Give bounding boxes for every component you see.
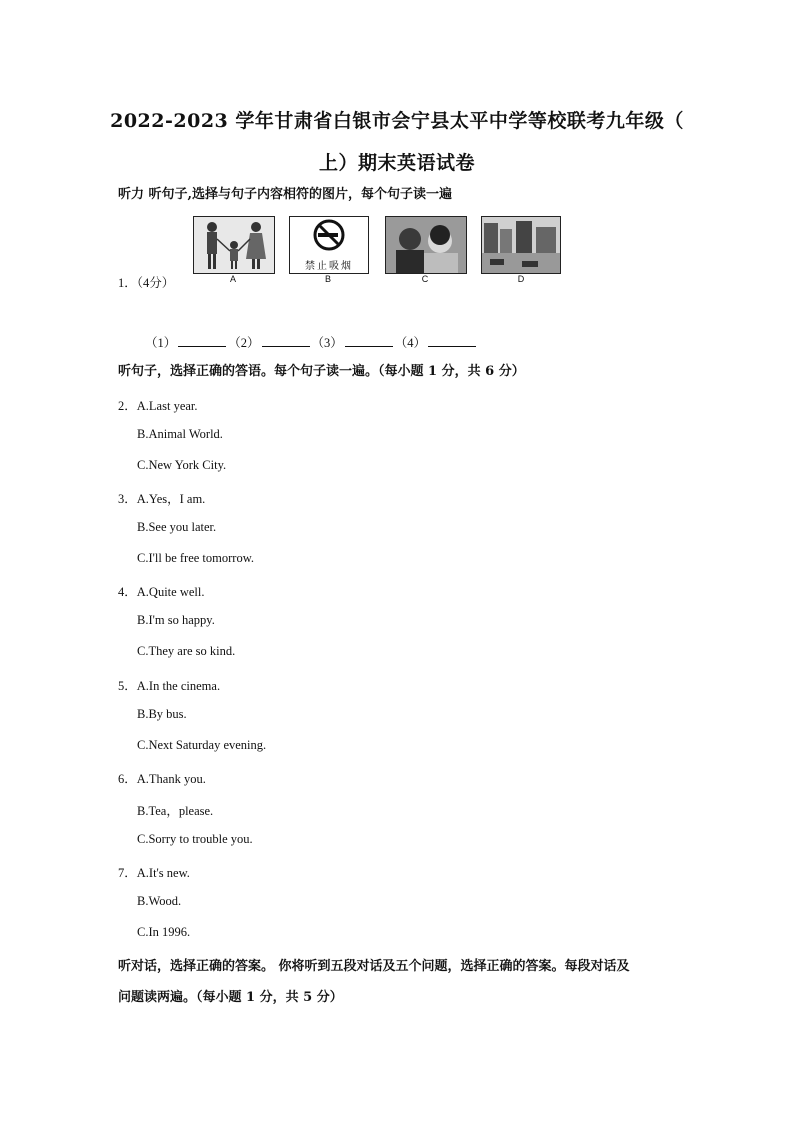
section-listening-dialogues-line1: 听对话，选择正确的答案。 你将听到五段对话及五个问题，选择正确的答案。每段对话及 — [118, 959, 630, 974]
blank-label: （1） — [145, 336, 177, 350]
option-b: B.Animal World. — [137, 427, 223, 441]
section-listening-dialogues-line2: 问题读两遍。（每小题 1 分，共 5 分） — [118, 990, 343, 1005]
question-1-label: 1．（4分） — [118, 276, 175, 290]
picture-label: C — [421, 274, 429, 284]
answer-blank[interactable] — [345, 334, 393, 347]
people-photo-icon — [385, 216, 467, 274]
picture-label: B — [324, 274, 331, 284]
option-c: C.They are so kind. — [137, 644, 236, 658]
option-b: B.I'm so happy. — [137, 613, 215, 627]
blank-label: （4） — [394, 336, 427, 350]
blank-label: （3） — [311, 336, 343, 350]
option-a: A.Yes，I am. — [136, 492, 206, 506]
option-b: B.Wood. — [137, 894, 182, 908]
option-a: A.Last year. — [136, 399, 198, 413]
picture-label: A — [229, 274, 236, 284]
question-1-blanks — [145, 333, 478, 351]
city-street-icon — [481, 216, 561, 274]
answer-blank[interactable] — [428, 334, 476, 347]
option-b: B.See you later. — [137, 520, 217, 534]
option-a: A.In the cinema. — [136, 679, 221, 693]
family-walking-icon — [193, 216, 275, 274]
option-c: C.In 1996. — [137, 925, 191, 939]
section-listening-answers: 听句子，选择正确的答语。每个句子读一遍。（每小题 1 分，共 6 分） — [118, 364, 525, 379]
option-a: A.Thank you. — [136, 772, 206, 786]
question-number: 3．A.Yes，I am. — [118, 492, 206, 506]
exam-title-line1: 2022-2023 学年甘肃省白银市会宁县太平中学等校联考九年级（ — [110, 110, 684, 132]
answer-blank[interactable] — [262, 334, 310, 347]
option-c: C.Sorry to trouble you. — [137, 832, 253, 846]
picture-label: D — [517, 274, 525, 284]
exam-title-line2: 上）期末英语试卷 — [318, 152, 475, 174]
question-number: 5．A.In the cinema. — [118, 679, 221, 693]
question-number: 2．A.Last year. — [118, 399, 198, 413]
no-smoking-sign-text: 禁止吸烟 — [305, 261, 353, 272]
option-b: B.By bus. — [137, 707, 187, 721]
option-a: A.Quite well. — [136, 585, 205, 599]
section-listening-pictures: 听力 听句子,选择与句子内容相符的图片，每个句子读一遍 — [118, 187, 453, 202]
blank-label: （2） — [228, 336, 260, 350]
option-a: A.It's new. — [136, 866, 190, 880]
question-number: 7．A.It's new. — [118, 866, 190, 880]
question-number: 4．A.Quite well. — [118, 585, 205, 599]
question-number: 6．A.Thank you. — [118, 772, 206, 786]
option-b: B.Tea，please. — [137, 804, 214, 818]
no-smoking-sign-icon — [289, 216, 369, 274]
option-c: C.I'll be free tomorrow. — [137, 551, 255, 565]
option-c: C.New York City. — [137, 458, 227, 472]
answer-blank[interactable] — [178, 334, 226, 347]
option-c: C.Next Saturday evening. — [137, 738, 267, 752]
